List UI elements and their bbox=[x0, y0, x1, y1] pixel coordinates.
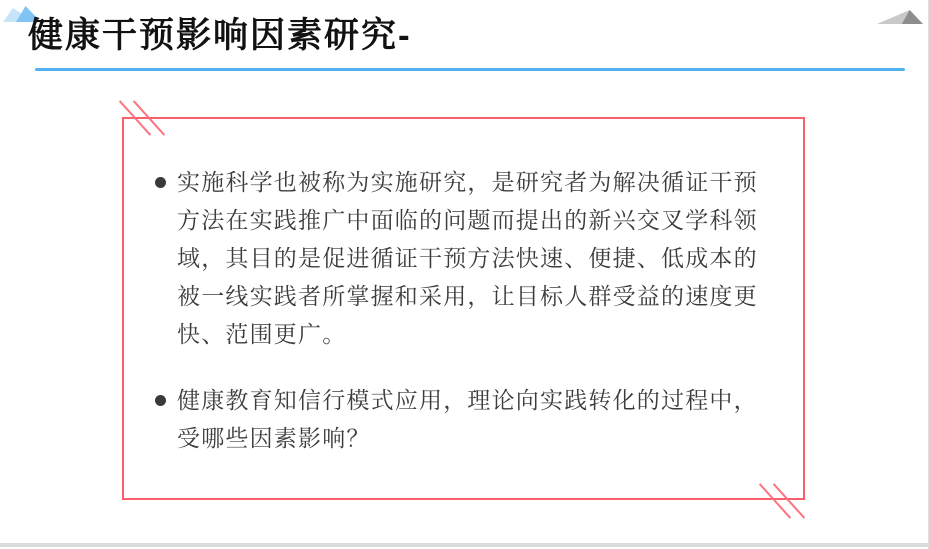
bullet-line: 被一线实践者所掌握和采用，让目标人群受益的速度更 bbox=[177, 283, 758, 309]
bullet-icon bbox=[155, 177, 166, 188]
gray-triangles-icon bbox=[877, 10, 923, 24]
bullet-line: 快、范围更广。 bbox=[177, 321, 347, 347]
bullet-line: 实施科学也被称为实施研究，是研究者为解决循证干预 bbox=[177, 169, 758, 195]
bullet-line: 域，其目的是促进循证干预方法快速、便捷、低成本的 bbox=[177, 245, 758, 271]
double-slash-icon bbox=[760, 478, 812, 524]
bullet-line: 受哪些因素影响？ bbox=[177, 425, 371, 451]
bullet-icon bbox=[155, 395, 166, 406]
bullet-line: 方法在实践推广中面临的问题而提出的新兴交叉学科领 bbox=[177, 207, 758, 233]
list-item bbox=[124, 163, 804, 353]
title-underline bbox=[35, 68, 905, 71]
page-title: 健康干预影响因素研究- bbox=[28, 16, 412, 55]
bullet-text bbox=[177, 163, 758, 353]
list-item bbox=[124, 381, 804, 457]
bullet-line: 健康教育知信行模式应用，理论向实践转化的过程中， bbox=[177, 387, 758, 413]
bullet-text bbox=[177, 381, 758, 457]
slide-bottom-edge bbox=[0, 543, 928, 547]
bullet-list bbox=[124, 163, 804, 457]
double-slash-icon bbox=[120, 95, 172, 141]
